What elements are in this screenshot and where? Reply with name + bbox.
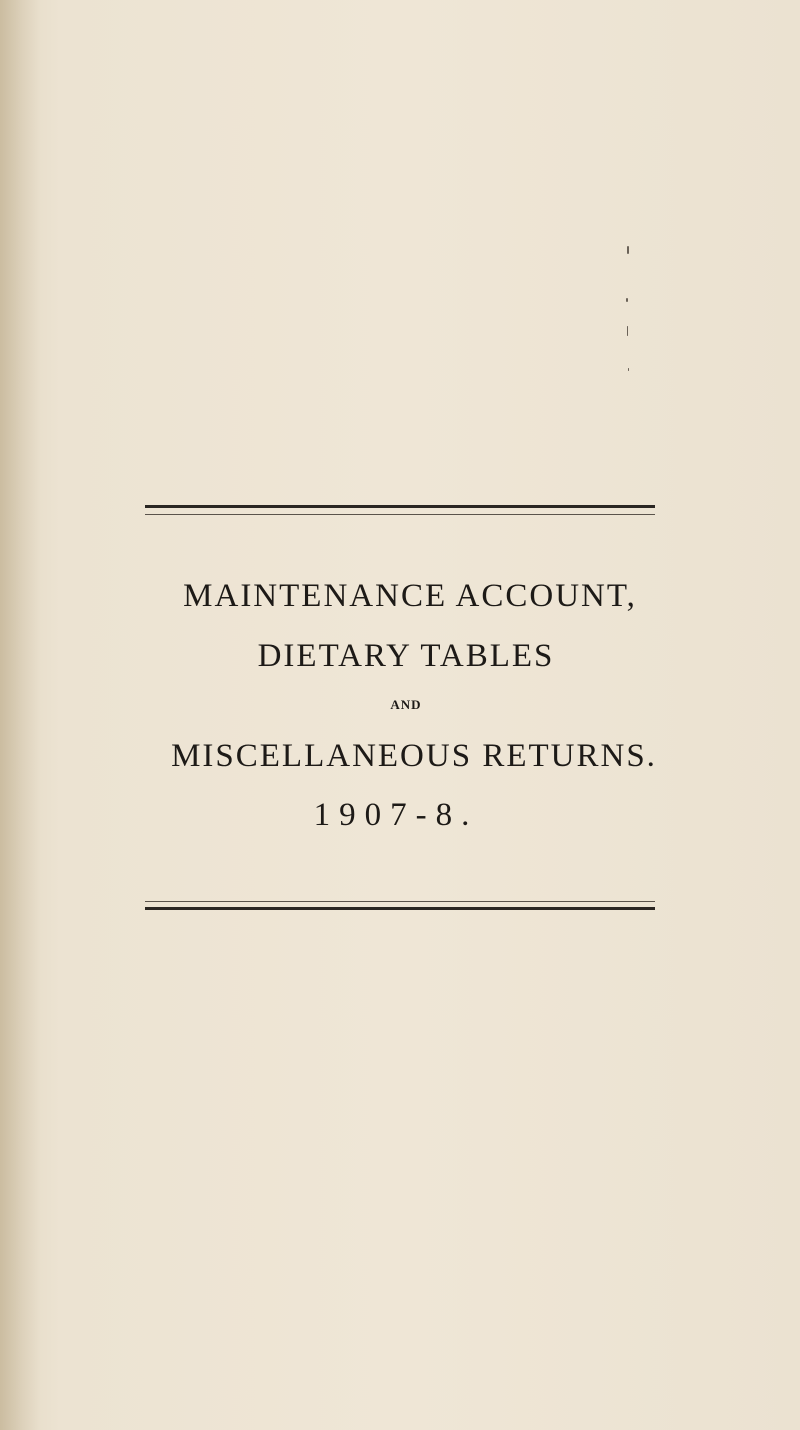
bottom-rule-thin — [145, 901, 655, 902]
paper-speck — [626, 298, 628, 302]
title-line-2: DIETARY TABLES — [257, 638, 555, 674]
title-years: 1907-8. — [313, 797, 479, 833]
binding-shadow — [0, 0, 40, 1430]
title-line-3: MISCELLANEOUS RETURNS. — [171, 738, 657, 774]
title-connector: AND — [390, 697, 422, 712]
paper-speck — [627, 326, 628, 336]
title-line-1: MAINTENANCE ACCOUNT, — [183, 578, 637, 614]
top-rule-thin — [145, 514, 655, 515]
top-rule-thick — [145, 505, 655, 508]
bottom-rule-thick — [145, 907, 655, 910]
paper-speck — [627, 246, 629, 254]
paper-speck — [628, 368, 629, 371]
